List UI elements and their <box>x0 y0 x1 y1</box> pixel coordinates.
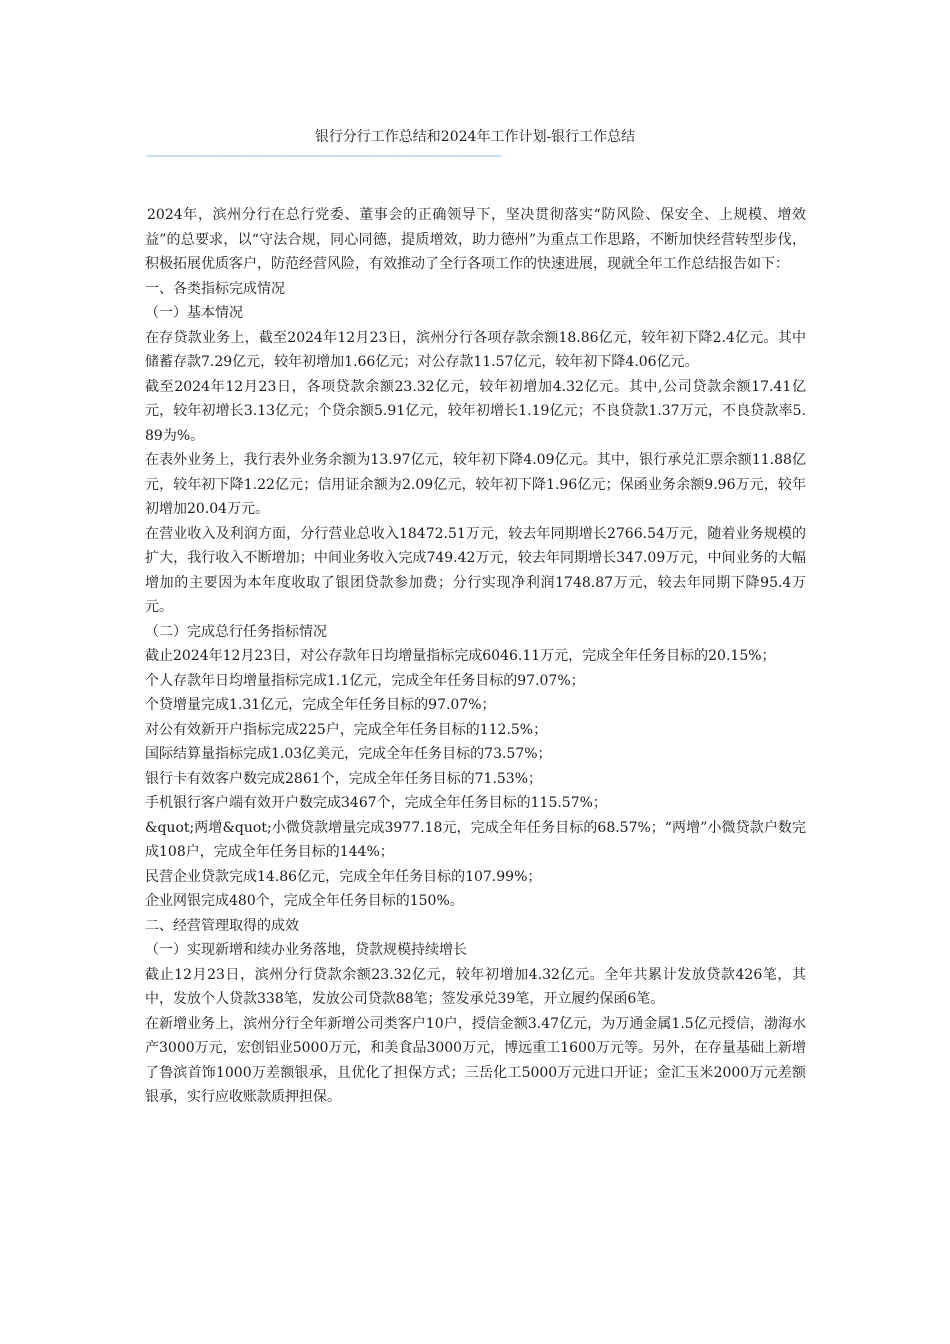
target-item: 截止2024年12月23日，对公存款年日均增量指标完成6046.11万元，完成全年任务目标的20.15%； <box>145 648 776 664</box>
target-item: 对公有效新开户指标完成225户，完成全年任务目标的112.5%； <box>145 721 548 738</box>
document-title: 银行分行工作总结和2024年工作计划-银行工作总结 <box>314 129 636 145</box>
intro-paragraph: 2024年，滨州分行在总行党委、董事会的正确领导下，坚决贯彻落实“防风险、保安全、上规模、增效益”的总要求，以“守法合规，同心同德，提质增效，助力德州”为重点工作思路，不断加快经营转型步伐，积极拓展优质客户，防范经营风险，有效推动了全行各项工作的快速进展，现就全年工作总结报告如下： <box>145 207 806 272</box>
target-item: 企业网银完成480个，完成全年任务目标的150%。 <box>145 893 464 909</box>
subsection-heading-basic: （一）基本情况 <box>145 305 243 321</box>
section-heading-1: 一、各类指标完成情况 <box>145 280 285 297</box>
loan-paragraph: 截至2024年12月23日，各项贷款余额23.32亿元，较年初增加4.32亿元。其中,公司贷款余额17.41亿元，较年初增长3.13亿元；个贷余额5.91亿元，较年初增长1.19亿元；不良贷款1.37万元，不良贷款率5.89为%。 <box>145 378 806 444</box>
subsection-heading-targets: （二）完成总行任务指标情况 <box>145 623 327 640</box>
target-item: 国际结算量指标完成1.03亿美元，完成全年任务目标的73.57%； <box>145 746 552 762</box>
subsection-heading-loans: （一）实现新增和续办业务落地，贷款规模持续增长 <box>145 942 467 958</box>
target-item: 手机银行客户端有效开户数完成3467个，完成全年任务目标的115.57%； <box>145 795 607 811</box>
target-item: 民营企业贷款完成14.86亿元，完成全年任务目标的107.99%； <box>145 868 542 885</box>
loan-issuance-paragraph: 截止12月23日，滨州分行贷款余额23.32亿元，较年初增加4.32亿元。全年共累计发放贷款426笔，其中，发放个人贷款338笔，发放公司贷款88笔；签发承兑39笔，开立履约保函6笔。 <box>145 966 806 1007</box>
target-item: 银行卡有效客户数完成2861个，完成全年任务目标的71.53%； <box>145 770 543 787</box>
new-business-paragraph: 在新增业务上，滨州分行全年新增公司类客户10户，授信金额3.47亿元，为万通金属1.5亿元授信，渤海水产3000万元，宏创铝业5000万元，和美食品3000万元，博远重工1600万元等。另外，在存量基础上新增了鲁滨首饰1000万差额银承，且优化了担保方式；三岳化工5000万元进口开证；金汇玉米2000万元差额银承，实行应收账款质押担保。 <box>145 1015 806 1105</box>
target-item: 个人存款年日均增量指标完成1.1亿元，完成全年任务目标的97.07%； <box>145 672 585 689</box>
deposit-paragraph: 在存贷款业务上，截至2024年12月23日，滨州分行各项存款余额18.86亿元，较年初下降2.4亿元。其中储蓄存款7.29亿元，较年初增加1.66亿元；对公存款11.57亿元，较年初下降4.06亿元。 <box>145 329 806 370</box>
off-balance-paragraph: 在表外业务上，我行表外业务余额为13.97亿元，较年初下降4.09亿元。其中，银行承兑汇票余额11.88亿元，较年初下降1.22亿元；信用证余额为2.09亿元，较年初下降1.96亿元；保函业务余额9.96万元，较年初增加20.04万元。 <box>145 452 806 517</box>
section-heading-2: 二、经营管理取得的成效 <box>145 917 299 934</box>
target-item: &quot;两增&quot;小微贷款增量完成3977.18元，完成全年任务目标的68.57%；“两增”小微贷款户数完成108户，完成全年任务目标的144%； <box>145 819 806 860</box>
target-item: 个贷增量完成1.31亿元，完成全年任务目标的97.07%； <box>145 697 496 713</box>
document-body <box>145 203 806 1110</box>
title-dashed-rule: —————————————————————————————————————————— <box>147 149 502 163</box>
revenue-paragraph: 在营业收入及利润方面，分行营业总收入18472.51万元，较去年同期增长2766.54万元，随着业务规模的扩大，我行收入不断增加；中间业务收入完成749.42万元，较去年同期增长347.09万元，中间业务的大幅增加的主要因为本年度收取了银团贷款参加费；分行实现净利润1748.87万元，较去年同期下降95.4万元。 <box>145 525 806 615</box>
